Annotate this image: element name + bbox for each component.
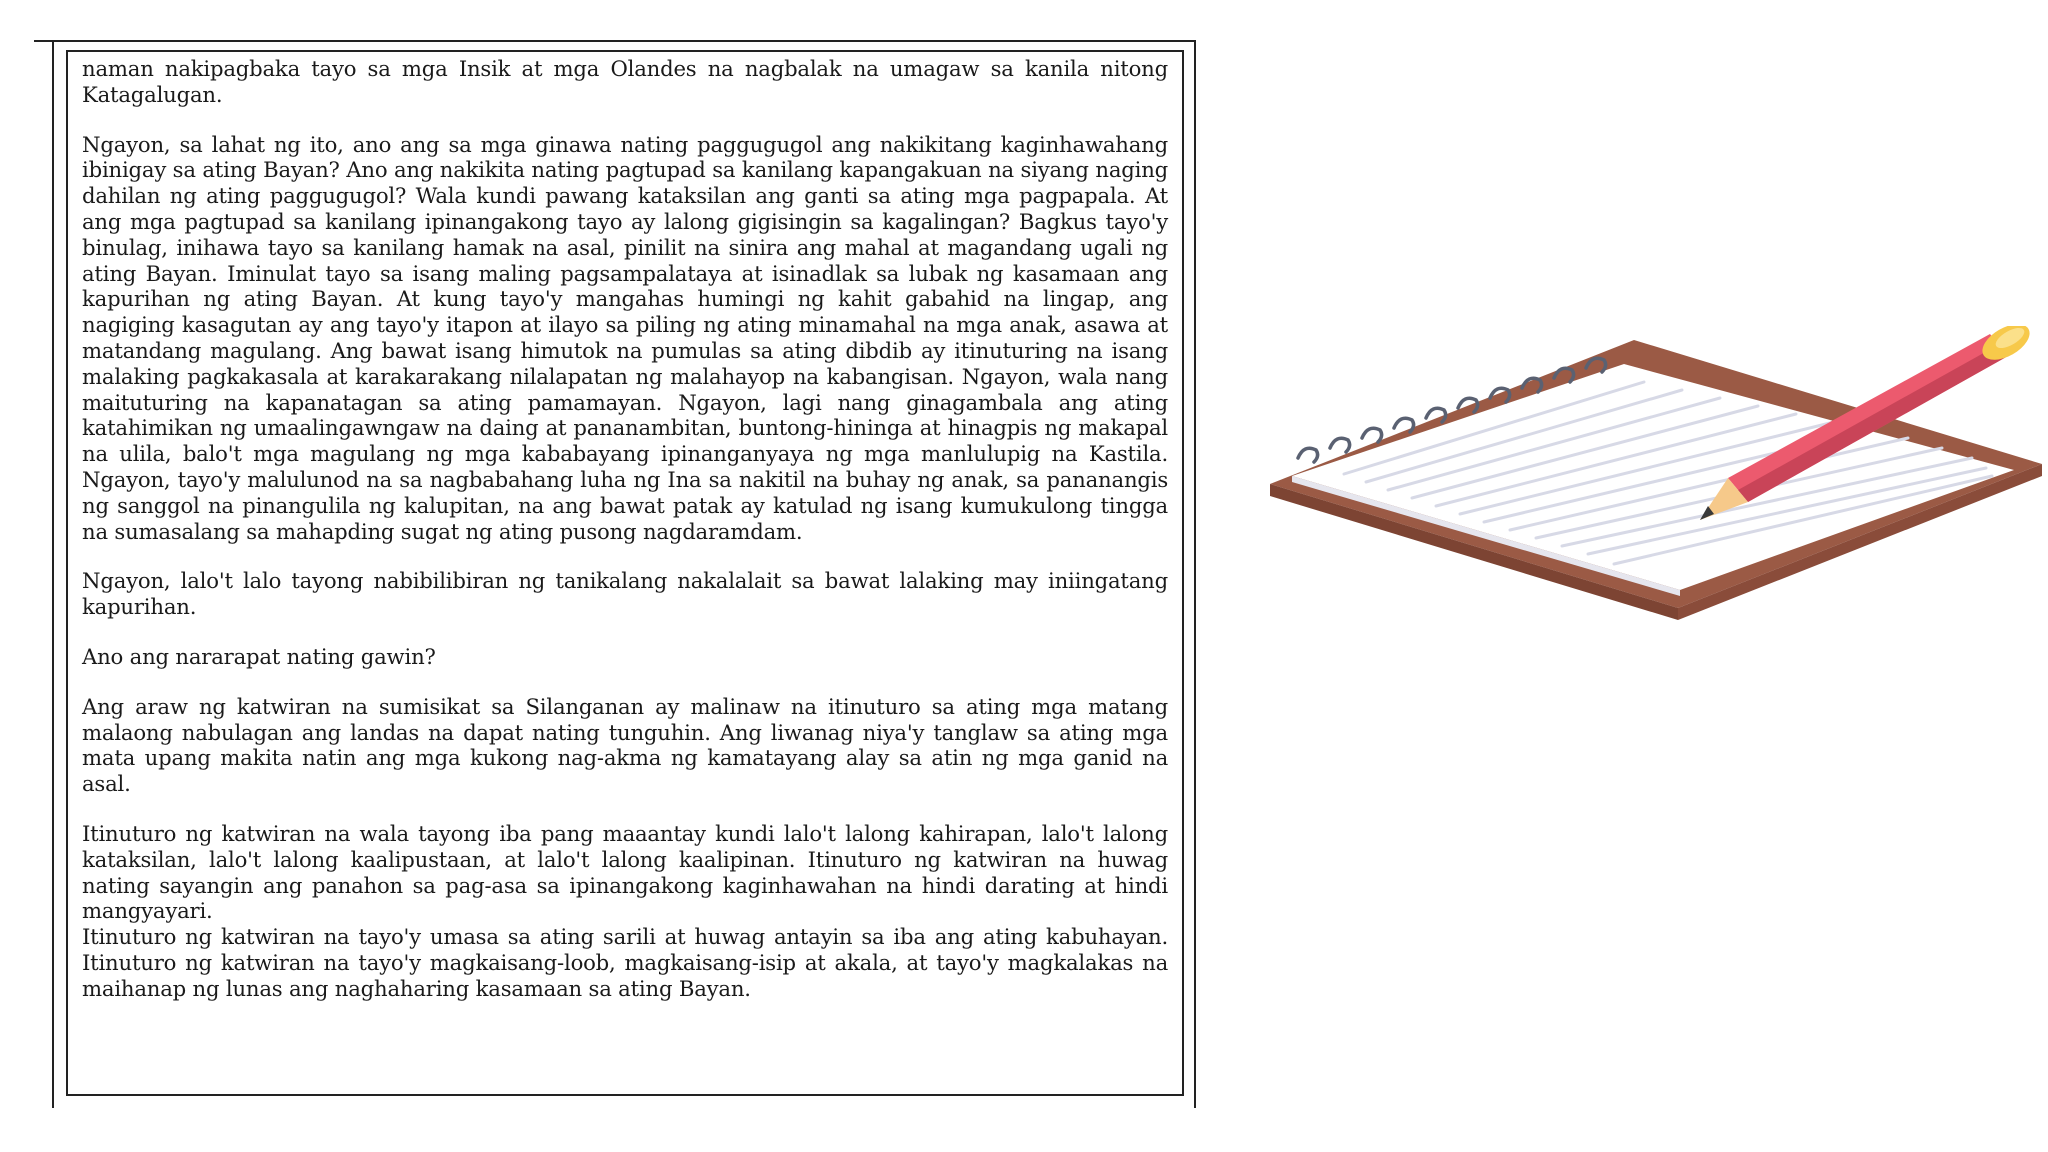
paragraph-4-question: Ano ang nararapat nating gawin? <box>82 643 436 669</box>
paragraph-2: Ngayon, sa lahat ng ito, ano ang sa mga ginawa nating paggugugol ang nakikitang kaginhawahang ibinigay sa ating Bayan? Ano ang nakikita nating pagtupad sa kanilang kapangakuan na siyang naging dahilan ng ating paggugugol? Wala kundi pawang kataksilan ang ganti sa ating mga pagpapala. At ang mga pagtupad sa kanilang ipinangakong tayo ay lalong gigisingin sa kagalingan? Bagkus tayo'y binulag, inihawa tayo sa kanilang hamak na asal, pinilit na sinira ang mahal at magandang ugali ng ating Bayan. Iminulat tayo sa isang maling pagsampalataya at isinadlak sa lubak ng kasamaan ang kapurihan ng ating Bayan. At kung tayo'y mangahas humingi ng kahit gabahid na lingap, ang nagiging kasagutan ay ang tayo'y itapon at ilayo sa piling ng ating minamahal na mga anak, asawa at matandang magulang. Ang bawat isang himutok na pumulas sa ating dibdib ay itinuturing na isang malaking pagkakasala at karakarakang nilalapatan ng malahayop na kabangisan. Ngayon, wala nang maituturing na kapanatagan sa ating pamamayan. Ngayon, lagi nang ginagambala ang ating katahimikan ng umaalingawngaw na daing at pananambitan, buntong-hininga at hinagpis ng makapal na ulila, balo't mga magulang ng mga kababayang ipinanganyaya ng mga manlulupig na Kastila. Ngayon, tayo'y malulunod na sa nagbabahang luha ng Ina sa nakitil na buhay ng anak, sa pananangis ng sanggol na pinangulila ng kalupitan, na ang bawat patak ay katulad ng isang kumukulong tingga na sumasalang sa mahapding sugat ng ating pusong nagdaramdam. <box>82 131 1168 544</box>
document-text-box <box>66 50 1184 1096</box>
frame-right-line <box>1194 40 1196 1108</box>
paragraph-7: Itinuturo ng katwiran na tayo'y umasa sa ating sarili at huwag antayin sa iba ang ating kabuhayan. Itinuturo ng katwiran na tayo'y magkaisang-loob, magkaisang-isip at akala, at tayo'y magkalakas na maihanap ng lunas ang naghaharing kasamaan sa ating Bayan. <box>82 924 1168 1001</box>
paragraph-3: Ngayon, lalo't lalo tayong nabibilibiran ng tanikalang nakalalait sa bawat lalaking may iniingatang kapurihan. <box>82 568 1168 620</box>
paragraph-6: Itinuturo ng katwiran na wala tayong iba pang maaantay kundi lalo't lalong kahirapan, lalo't lalong kataksilan, lalo't lalong kaalipustaan, at lalo't lalong kaalipinan. Itinuturo ng katwiran na huwag nating sayangin ang panahon sa pag-asa sa ipinangakong kaginhawahan na hindi darating at hindi mangyayari. <box>82 820 1168 924</box>
paragraph-1: naman nakipagbaka tayo sa mga Insik at mga Olandes na nagbalak na umagaw sa kanila nitong Katagalugan. <box>82 56 1168 107</box>
frame-top-line <box>34 40 1196 42</box>
notepad-and-pencil-icon <box>1262 326 2042 626</box>
frame-left-line <box>52 40 54 1108</box>
paragraph-5: Ang araw ng katwiran na sumisikat sa Silanganan ay malinaw na itinuturo sa ating mga matang malaong nabulagan ang landas na dapat nating tunguhin. Ang liwanag niya'y tanglaw sa ating mga mata upang makita natin ang mga kukong nag-akma ng kamatayang alay sa atin ng mga ganid na asal. <box>82 693 1168 797</box>
